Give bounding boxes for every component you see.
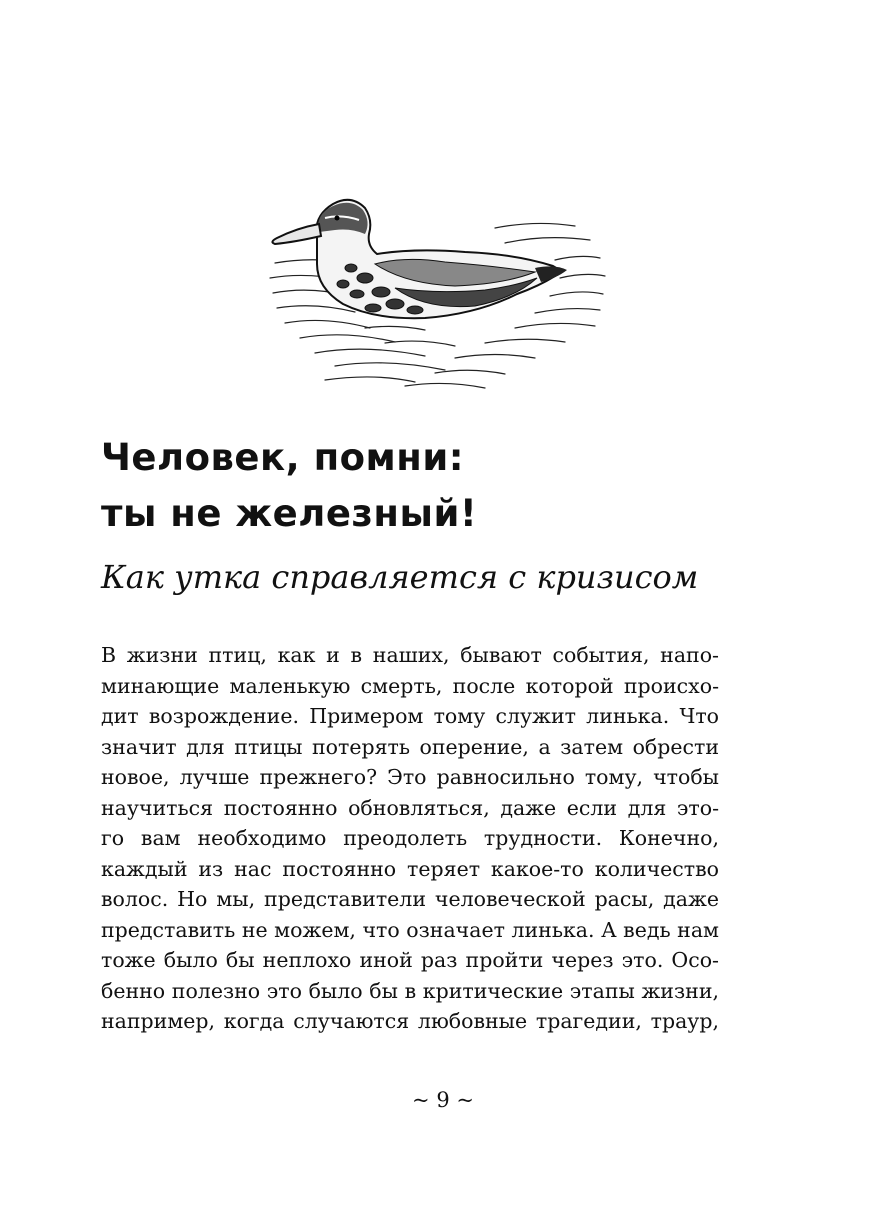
body-line: представить не можем, что означает линька. А ведь нам — [101, 917, 719, 942]
duck-illustration-icon — [255, 168, 615, 398]
body-line: го вам необходимо преодолеть трудности. Конечно, — [101, 826, 719, 850]
body-line: научиться постоянно обновляться, даже если для это- — [101, 795, 719, 820]
body-line: минающие маленькую смерть, после которой происхо- — [101, 673, 719, 698]
body-paragraph — [101, 640, 719, 1037]
chapter-title-line-2: ты не железный! — [101, 492, 478, 535]
chapter-subtitle: Как утка справляется с кризисом — [101, 558, 699, 596]
page-number: ~ 9 ~ — [412, 1088, 474, 1112]
body-line: значит для птицы потерять оперение, а затем обрести — [101, 734, 719, 759]
body-line: каждый из нас постоянно теряет какое-то количество — [101, 856, 719, 881]
chapter-title-line-1: Человек, помни: — [101, 436, 465, 479]
body-line: бенно полезно это было бы в критические этапы жизни, — [101, 978, 719, 1003]
body-line: например, когда случаются любовные трагедии, траур, — [101, 1009, 719, 1033]
body-line: волос. Но мы, представители человеческой расы, даже — [101, 887, 719, 911]
body-line: тоже было бы неплохо иной раз пройти через это. Осо- — [101, 948, 719, 972]
body-line: новое, лучше прежнего? Это равносильно тому, чтобы — [101, 765, 719, 789]
body-line: дит возрождение. Примером тому служит линька. Что — [101, 704, 719, 728]
body-line: В жизни птиц, как и в наших, бывают события, напо- — [101, 643, 719, 667]
chapter-title — [101, 430, 801, 542]
